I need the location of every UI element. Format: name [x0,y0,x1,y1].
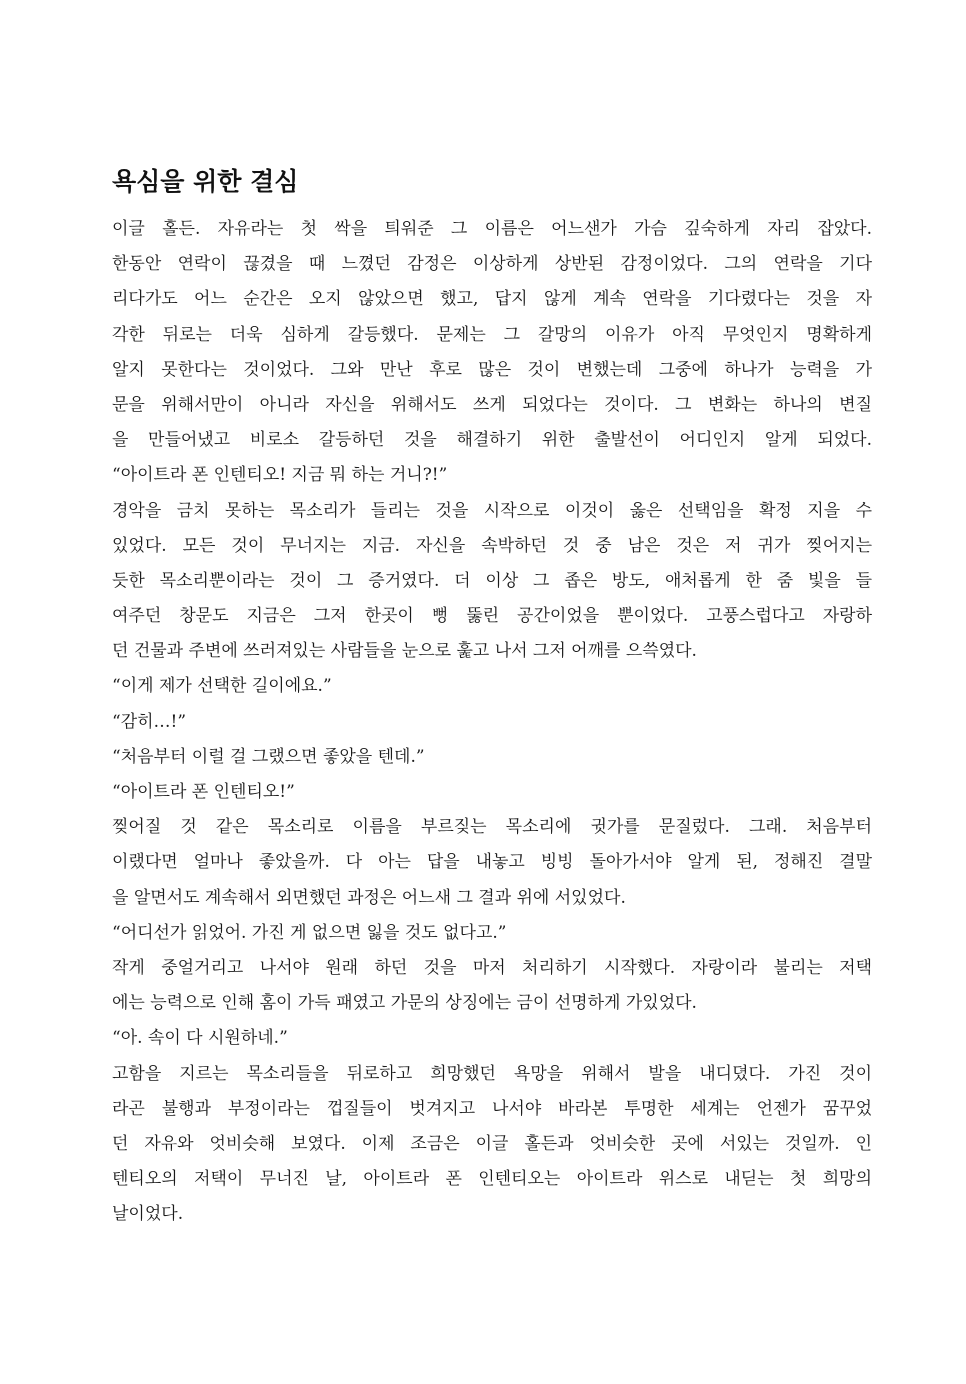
text-line: 을 알면서도 계속해서 외면했던 과정은 어느새 그 결과 위에 서있었다. [112,887,626,908]
text-line: 문을 위해서만이 아니라 자신을 위해서도 쓰게 되었다는 것이다. 그 변화는 하나의 변질 [112,394,872,415]
text-line: 한동안 연락이 끊겼을 때 느꼈던 감정은 이상하게 상반된 감정이었다. 그의 연락을 기다 [112,254,872,275]
text-line: 에는 능력으로 인해 홈이 가득 패였고 가문의 상징에는 금이 선명하게 가있었다. [112,993,697,1014]
text-line: “처음부터 이럴 걸 그랬으면 좋았을 텐데.” [112,746,425,767]
text-line: 각한 뒤로는 더욱 심하게 갈등했다. 문제는 그 갈망의 이유가 아직 무엇인지 명확하게 [112,324,872,345]
text-line: 찢어질 것 같은 목소리로 이름을 부르짖는 목소리에 귓가를 문질렀다. 그래. 처음부터 [112,817,872,838]
text-line: 을 만들어냈고 비로소 갈등하던 것을 해결하기 위한 출발선이 어디인지 알게 되었다. [112,430,872,451]
text-line: 이글 홀든. 자유라는 첫 싹을 틔워준 그 이름은 어느샌가 가슴 깊숙하게 자리 잡았다. [112,219,872,239]
text-line: “감히…!” [112,711,187,732]
text-line: 리다가도 어느 순간은 오지 않았으면 했고, 답지 않게 계속 연락을 기다렸다는 것을 자 [112,289,872,310]
text-line: 듯한 목소리뿐이라는 것이 그 증거였다. 더 이상 그 좁은 방도, 애처롭게 한 줌 빛을 들 [112,570,872,591]
text-line: 이랬다면 얼마나 좋았을까. 다 아는 답을 내놓고 빙빙 돌아가서야 알게 된, 정해진 결말 [112,852,872,873]
document-body [112,212,872,1232]
text-line: 고함을 지르는 목소리들을 뒤로하고 희망했던 욕망을 위해서 발을 내디뎠다. 가진 것이 [112,1063,872,1084]
text-line: 라곤 불행과 부정이라는 껍질들이 벗겨지고 나서야 바라본 투명한 세계는 언젠가 꿈꾸었 [112,1098,872,1119]
text-line: 경악을 금치 못하는 목소리가 들리는 것을 시작으로 이것이 옳은 선택임을 확정 지을 수 [112,500,872,521]
text-line: “이게 제가 선택한 길이에요.” [112,676,332,697]
text-line: “아이트라 폰 인텐티오!” [112,782,295,802]
text-line: 던 건물과 주변에 쓰러져있는 사람들을 눈으로 훑고 나서 그저 어깨를 으쓱였다. [112,641,697,662]
text-line: “아이트라 폰 인텐티오! 지금 뭐 하는 거니?!” [112,465,448,486]
text-line: 날이었다. [112,1204,184,1225]
document-title: 욕심을 위한 결심 [112,167,299,196]
text-line: “아. 속이 다 시원하네.” [112,1028,288,1049]
text-line: 던 자유와 엇비슷해 보였다. 이제 조금은 이글 홀든과 엇비슷한 곳에 서있는 것일까. 인 [112,1133,872,1154]
text-line: 작게 중얼거리고 나서야 원래 하던 것을 마저 처리하기 시작했다. 자랑이라 불리는 저택 [112,957,872,978]
text-line: 알지 못한다는 것이었다. 그와 만난 후로 많은 것이 변했는데 그중에 하나가 능력을 가 [112,359,872,380]
text-line: “어디선가 읽었어. 가진 게 없으면 잃을 것도 없다고.” [112,922,507,943]
text-line: 있었다. 모든 것이 무너지는 지금. 자신을 속박하던 것 중 남은 것은 저 귀가 찢어지는 [112,535,872,556]
text-line: 여주던 창문도 지금은 그저 한곳이 뻥 뚫린 공간이었을 뿐이었다. 고풍스럽다고 자랑하 [112,606,872,627]
text-line: 텐티오의 저택이 무너진 날, 아이트라 폰 인텐티오는 아이트라 위스로 내딛는 첫 희망의 [112,1169,872,1190]
